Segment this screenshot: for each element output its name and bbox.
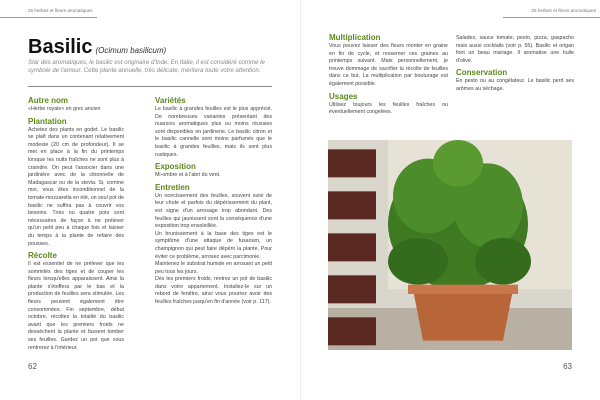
text-entretien-2: Un brunissement à la base des tiges est le symptôme d'une attaque de fusarium, un champignon qui peut faire dépérir la plante. Pour éviter ce problème, arrosez avec parcimonie. bbox=[155, 230, 272, 260]
text-exposition: Mi-ombre et à l'abri du vent. bbox=[155, 172, 221, 179]
column-4 bbox=[456, 35, 574, 94]
text-recolte: Il est essentiel de ne prélever que les sommités des tiges et de couper les fleurs lorsqu'elles apparaissent. Ainsi la plante s'étoffera par le bas et la production de feuilles sera stimulée. Les fleurs peuvent également être consommées. Fin septembre, début octobre, récoltez la totalité du basilic avant que les premiers froids ne dessèchent la plante et fassent tomber ses feuilles. Gardez un pot que vous rentrerez à l'intérieur. bbox=[28, 261, 124, 351]
basil-photo bbox=[328, 140, 572, 350]
running-head: 25 herbes et fleurs aromatiques bbox=[28, 8, 93, 13]
heading-plantation: Plantation bbox=[28, 116, 67, 126]
text-usages-2: Salades, sauce tomate, pesto, pizza, gaspacho mais aussi cocktails (voir p. 55). Basilic et origan font un beau mariage. Il aromatise une huile d'olive. bbox=[456, 35, 574, 64]
column-3 bbox=[329, 33, 448, 117]
heading-usages: Usages bbox=[329, 91, 358, 101]
heading-recolte: Récolte bbox=[28, 251, 57, 261]
column-1 bbox=[28, 96, 124, 352]
heading-varietes: Variétés bbox=[155, 96, 186, 105]
heading-entretien: Entretien bbox=[155, 182, 190, 192]
text-plantation: Achetez des plants en godet. Le basilic se plaît dans un contenant relativement modeste (20 cm de profondeur). Il se met en place à la fin du printemps lorsque les nuits fraîches ne sont plus à craindre. On peut l'associer dans une jardinière avec de la citronnelle de Madagascar ou de la stevia. Si, comme moi, vous êtes inconditionnel de la tomate-mozzarella en été, un seul pot de basilic ne suffira pas à couvrir vos besoins. Trois ou quatre pots sont nécessaires de façon à ne prélever qu'un petit peu à chaque fois et laisser du temps à la plante de refaire des pousses. bbox=[28, 126, 124, 247]
text-entretien-1: Un noircissement des feuilles, souvent suivi de leur chute et parfois du dépérissement du plant, est signe d'un arrosage trop abondant. Des feuilles qui jaunissent sont la conséquence d'une exposition trop ensoleillée. bbox=[155, 192, 272, 230]
title-text: Basilic bbox=[28, 36, 93, 58]
intro-text: Star des aromatiques, le basilic est originaire d'Inde. En Italie, il est considéré comme le symbole de l'amour. Cette plante annuelle, très délicate, méritera toute votre attention. bbox=[28, 59, 265, 75]
column-2 bbox=[155, 96, 272, 307]
latin-name: (Ocimum basilicum) bbox=[95, 46, 167, 55]
running-head-right: 25 herbes et fleurs aromatiques bbox=[531, 8, 596, 13]
heading-autre-nom: Autre nom bbox=[28, 96, 68, 105]
divider bbox=[28, 86, 272, 87]
text-usages: Utilisez toujours les feuilles fraîches ou éventuellement congelées. bbox=[329, 101, 448, 116]
text-entretien-4: Dès les premiers froids, rentrez un pot de basilic dans votre appartement. Installez-le sur un rebord de fenêtre, ainsi vous pourrez avoir des feuilles fraîches jusqu'en fin d'année (voir p. 117). bbox=[155, 276, 272, 306]
page-title bbox=[28, 36, 166, 59]
text-autre-nom: «Herbe royale» en grec ancien bbox=[28, 106, 101, 112]
text-entretien-3: Maintenez le substrat humide en arrosant un petit peu tous les jours. bbox=[155, 261, 272, 275]
heading-multiplication: Multiplication bbox=[329, 33, 381, 42]
heading-conservation: Conservation bbox=[456, 68, 508, 78]
text-conservation: En pesto ou au congélateur. Le basilic perd ses arômes au séchage. bbox=[456, 78, 574, 92]
heading-exposition: Exposition bbox=[155, 162, 196, 172]
text-varietes: Le basilic à grandes feuilles est le plus apprécié. De nombreuses variantes présentant des nuances aromatiques plus ou moins réussies sont disponibles en jardinerie. Le basilic citron et le basilic cannelle sont moins parfumés que le basilic à grandes feuilles, mais ils sont plus rustiques. bbox=[155, 106, 272, 158]
header-rule-right bbox=[503, 17, 600, 18]
page-number-left: 62 bbox=[28, 362, 37, 371]
page-number-right: 63 bbox=[563, 362, 572, 371]
header-rule bbox=[0, 17, 97, 18]
text-multiplication: Vous pouvez laisser des fleurs monter en graine en fin de cycle, et ressemer ces graines au printemps suivant. Mais personnellement, je trouve dommage de sacrifier la récolte de feuilles dans ce but. La multiplication par bouturage est également possible. bbox=[329, 43, 448, 87]
terracotta-pot bbox=[413, 289, 513, 340]
